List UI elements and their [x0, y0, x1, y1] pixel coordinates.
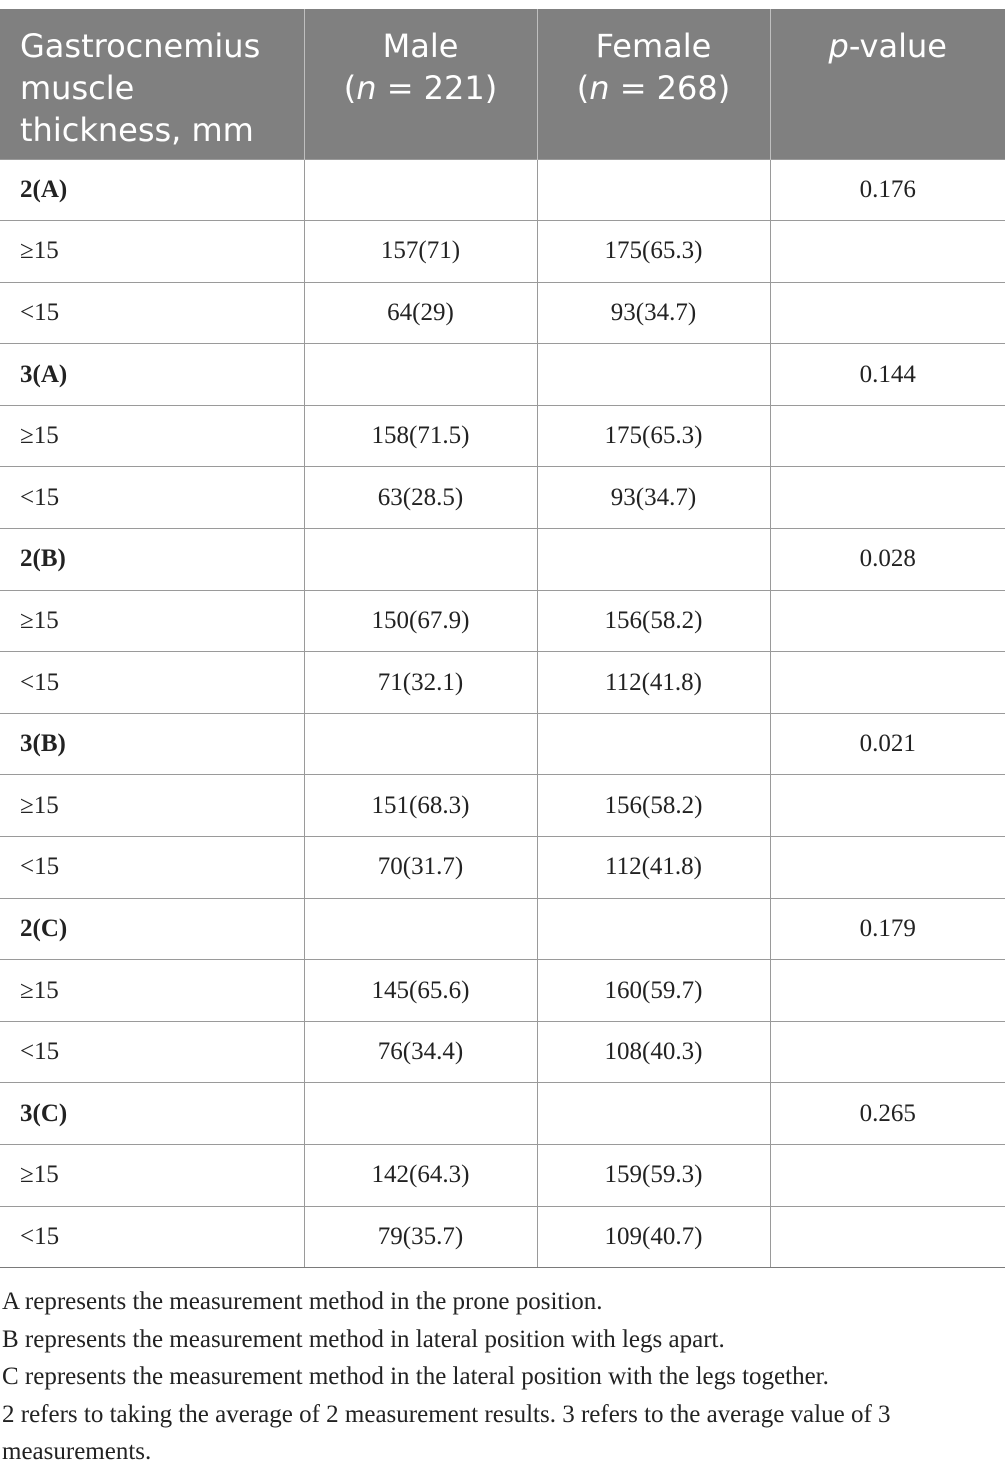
male-value-cell — [304, 1083, 537, 1145]
p-value-cell — [770, 467, 1005, 529]
table-group-row — [0, 713, 1005, 775]
row-label-cell: 3(C) — [0, 1083, 304, 1145]
male-value-cell: 158(71.5) — [304, 405, 537, 467]
female-value-cell: 112(41.8) — [537, 837, 770, 899]
female-value-cell — [537, 898, 770, 960]
row-label-cell: ≥15 — [0, 960, 304, 1022]
male-value-cell: 157(71) — [304, 221, 537, 283]
female-value-cell — [537, 713, 770, 775]
footnote-a: A represents the measurement method in the prone position. — [2, 1288, 603, 1315]
row-label-cell: 3(B) — [0, 713, 304, 775]
male-value-cell: 63(28.5) — [304, 467, 537, 529]
p-value-cell: 0.265 — [770, 1083, 1005, 1145]
male-value-cell: 142(64.3) — [304, 1145, 537, 1207]
female-value-cell: 108(40.3) — [537, 1021, 770, 1083]
table-row — [0, 467, 1005, 529]
male-value-cell: 70(31.7) — [304, 837, 537, 899]
female-value-cell: 160(59.7) — [537, 960, 770, 1022]
p-value-cell — [770, 960, 1005, 1022]
row-label-cell: ≥15 — [0, 1145, 304, 1207]
row-label-cell: <15 — [0, 467, 304, 529]
p-value-cell: 0.028 — [770, 529, 1005, 591]
p-value-cell: 0.176 — [770, 159, 1005, 221]
male-value-cell: 64(29) — [304, 282, 537, 344]
male-value-cell — [304, 159, 537, 221]
male-value-cell: 145(65.6) — [304, 960, 537, 1022]
table-group-row — [0, 1083, 1005, 1145]
row-label-cell: ≥15 — [0, 221, 304, 283]
female-value-cell — [537, 159, 770, 221]
p-value-cell — [770, 837, 1005, 899]
table-row — [0, 837, 1005, 899]
table-row — [0, 652, 1005, 714]
table-row — [0, 590, 1005, 652]
p-value-cell — [770, 1206, 1005, 1268]
row-label-cell: ≥15 — [0, 405, 304, 467]
row-label-cell: 2(B) — [0, 529, 304, 591]
row-label-cell: <15 — [0, 652, 304, 714]
table-group-row — [0, 344, 1005, 406]
male-value-cell — [304, 344, 537, 406]
gastrocnemius-table — [0, 9, 1005, 1268]
table-group-row — [0, 898, 1005, 960]
header-thickness: Gastrocnemius muscle thickness, mm — [0, 9, 304, 159]
p-value-cell — [770, 405, 1005, 467]
p-value-cell: 0.144 — [770, 344, 1005, 406]
header-female: Female (n = 268) — [537, 9, 770, 159]
table-row — [0, 1145, 1005, 1207]
male-value-cell: 150(67.9) — [304, 590, 537, 652]
table-row — [0, 775, 1005, 837]
p-value-cell — [770, 221, 1005, 283]
row-label-cell: <15 — [0, 837, 304, 899]
p-value-cell — [770, 282, 1005, 344]
footnote-average: 2 refers to taking the average of 2 measurement results. 3 refers to the average value of 3 measurements. — [2, 1400, 891, 1465]
male-value-cell — [304, 898, 537, 960]
row-label-cell: <15 — [0, 1021, 304, 1083]
table-row — [0, 1206, 1005, 1268]
row-label-cell: <15 — [0, 1206, 304, 1268]
female-value-cell: 175(65.3) — [537, 405, 770, 467]
row-label-cell: 2(A) — [0, 159, 304, 221]
table-group-row — [0, 159, 1005, 221]
female-value-cell: 156(58.2) — [537, 590, 770, 652]
female-value-cell: 156(58.2) — [537, 775, 770, 837]
p-value-cell — [770, 652, 1005, 714]
p-value-cell — [770, 1145, 1005, 1207]
female-value-cell — [537, 529, 770, 591]
header-male: Male (n = 221) — [304, 9, 537, 159]
male-value-cell: 79(35.7) — [304, 1206, 537, 1268]
female-value-cell: 175(65.3) — [537, 221, 770, 283]
table-group-row — [0, 529, 1005, 591]
row-label-cell: 2(C) — [0, 898, 304, 960]
row-label-cell: <15 — [0, 282, 304, 344]
table-footnotes — [2, 1283, 992, 1471]
male-value-cell: 71(32.1) — [304, 652, 537, 714]
female-value-cell: 159(59.3) — [537, 1145, 770, 1207]
female-value-cell — [537, 1083, 770, 1145]
table-header-row — [0, 9, 1005, 159]
data-table-container — [0, 9, 1005, 1268]
male-value-cell: 151(68.3) — [304, 775, 537, 837]
table-row — [0, 282, 1005, 344]
table-row — [0, 221, 1005, 283]
row-label-cell: 3(A) — [0, 344, 304, 406]
p-value-cell: 0.021 — [770, 713, 1005, 775]
table-row — [0, 1021, 1005, 1083]
p-value-cell — [770, 775, 1005, 837]
footnote-b: B represents the measurement method in lateral position with legs apart. — [2, 1325, 725, 1353]
p-value-cell — [770, 590, 1005, 652]
female-value-cell: 93(34.7) — [537, 282, 770, 344]
male-value-cell — [304, 713, 537, 775]
female-value-cell: 112(41.8) — [537, 652, 770, 714]
p-value-cell: 0.179 — [770, 898, 1005, 960]
male-value-cell: 76(34.4) — [304, 1021, 537, 1083]
row-label-cell: ≥15 — [0, 775, 304, 837]
table-row — [0, 405, 1005, 467]
table-row — [0, 960, 1005, 1022]
table-body — [0, 159, 1005, 1268]
header-p-value: p-value — [770, 9, 1005, 159]
row-label-cell: ≥15 — [0, 590, 304, 652]
male-value-cell — [304, 529, 537, 591]
female-value-cell — [537, 344, 770, 406]
female-value-cell: 109(40.7) — [537, 1206, 770, 1268]
p-value-cell — [770, 1021, 1005, 1083]
female-value-cell: 93(34.7) — [537, 467, 770, 529]
footnote-c: C represents the measurement method in the lateral position with the legs together. — [2, 1363, 829, 1390]
